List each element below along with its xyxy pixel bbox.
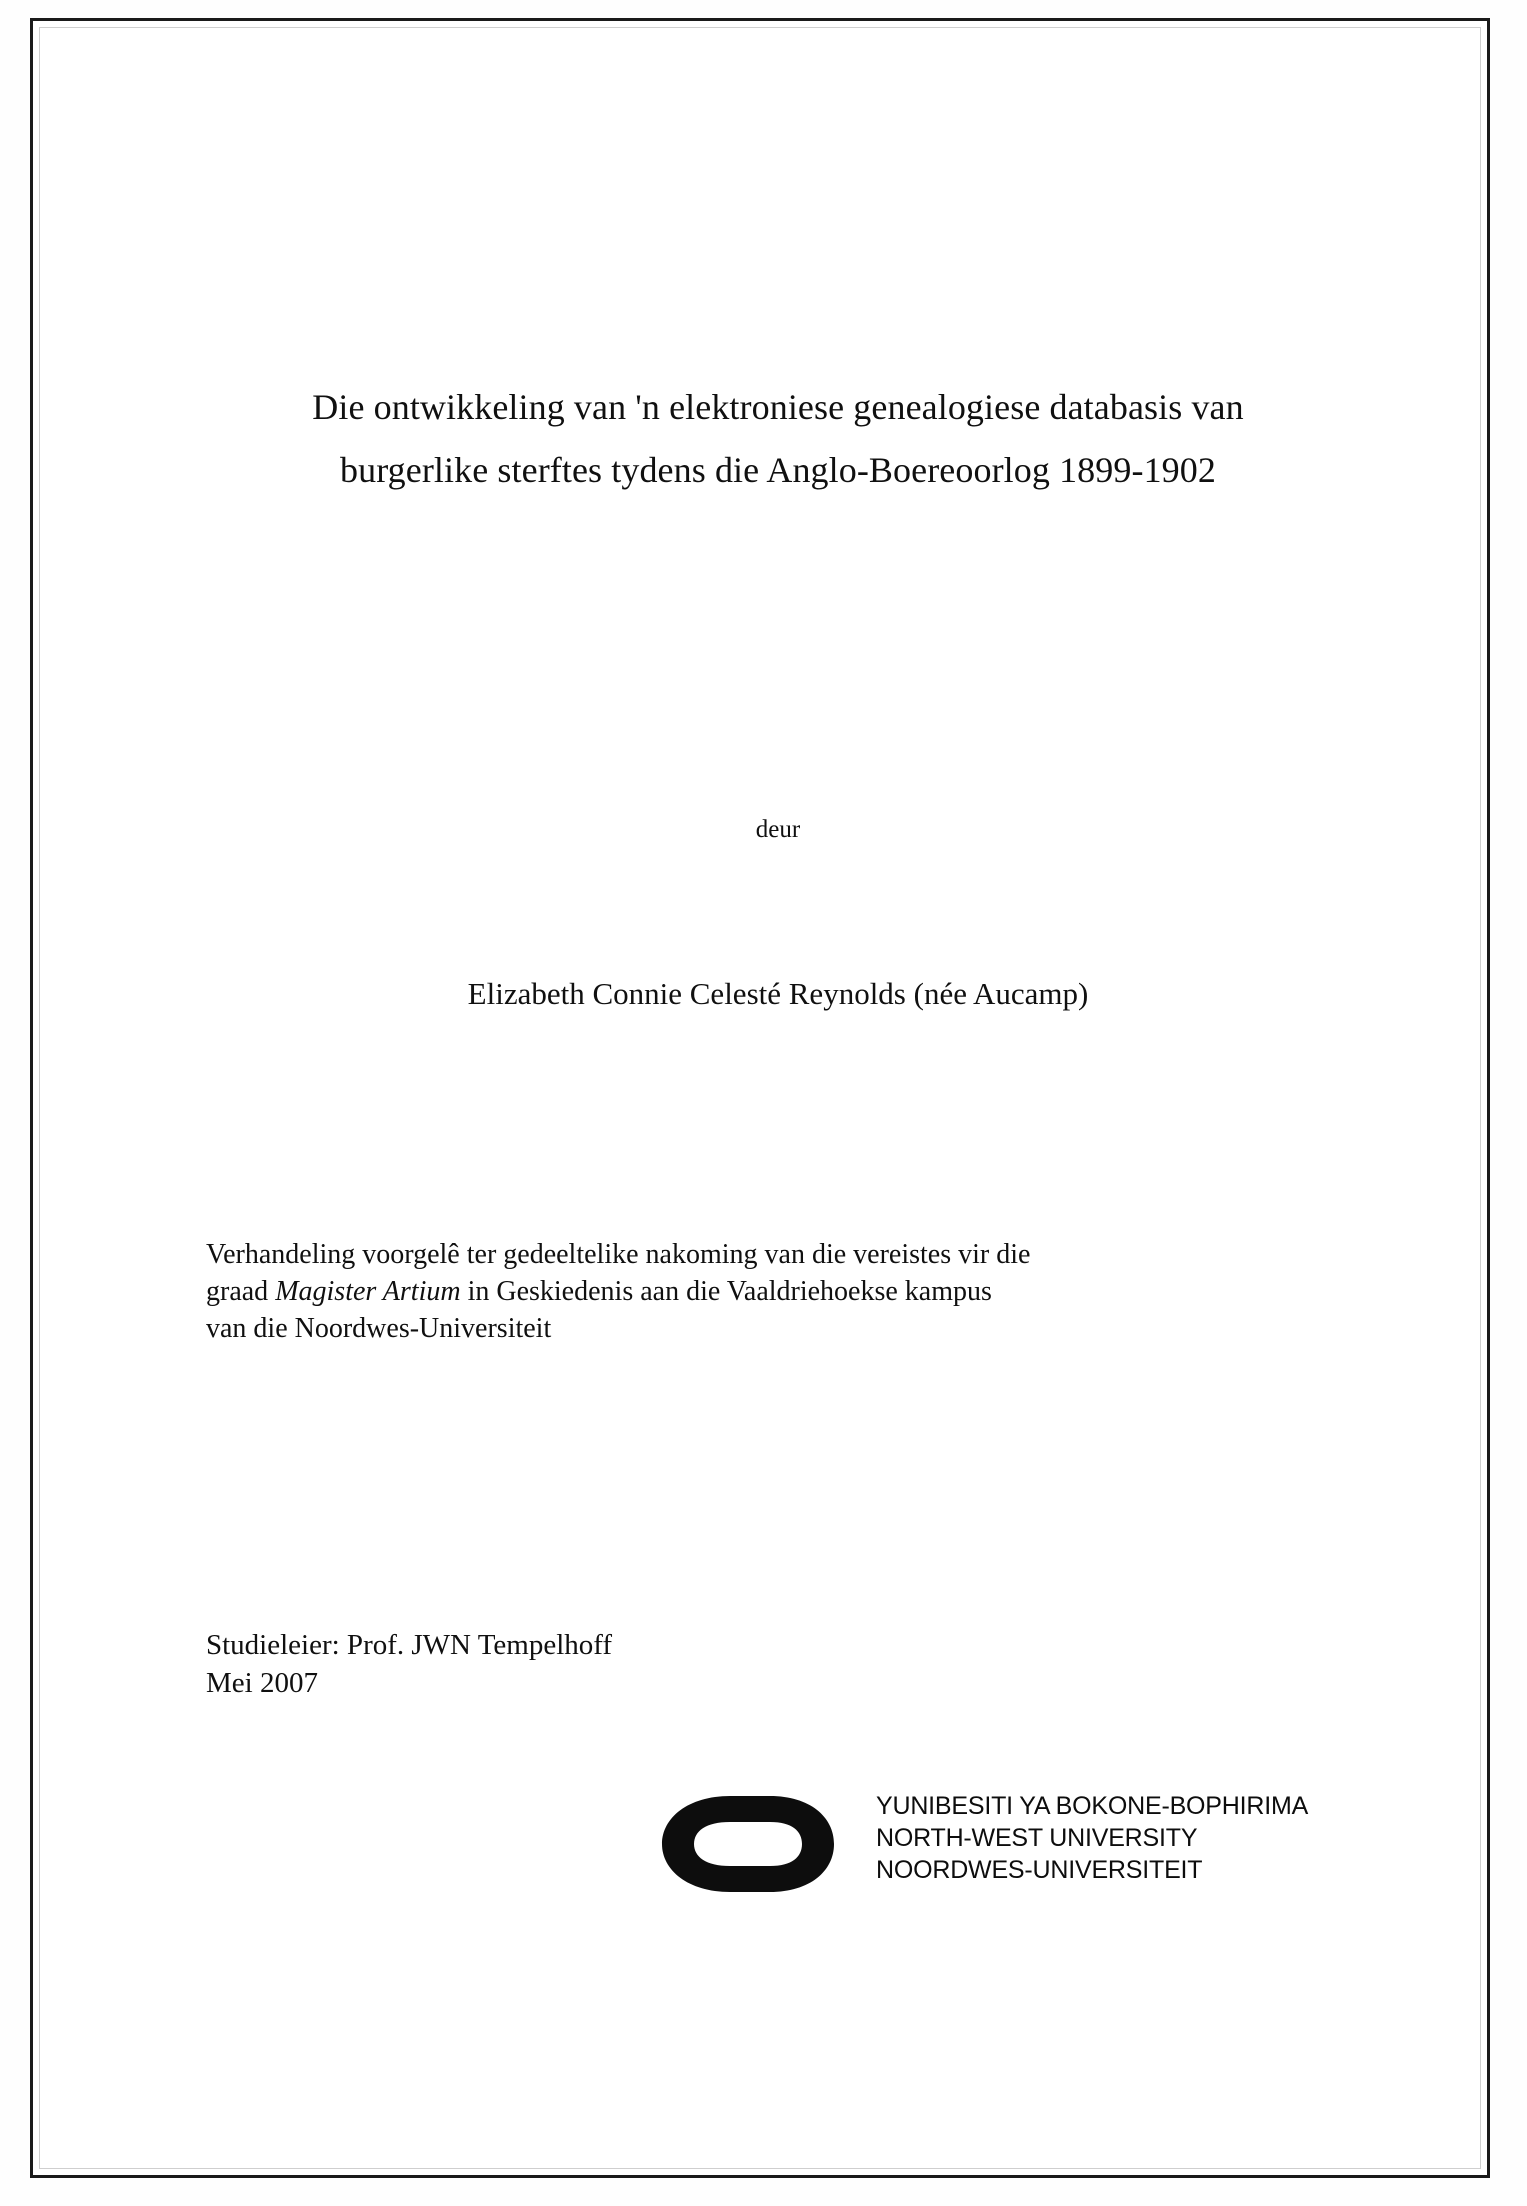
- page-border: [30, 18, 1490, 2178]
- by-label: deur: [755, 816, 801, 843]
- statement-line-2-prefix: graad: [206, 1276, 276, 1308]
- submission-date: Mei 2007: [206, 1667, 318, 1700]
- title-line-2: burgerlike sterftes tydens die Anglo-Boereoorlog 1899-1902: [340, 450, 1216, 490]
- nwu-monogram-icon: [658, 1792, 848, 1897]
- degree-statement: [206, 1236, 1354, 1348]
- statement-line-3: van die Noordwes-Universiteit: [206, 1313, 552, 1345]
- university-name-afrikaans: NOORDWES-UNIVERSITEIT: [876, 1856, 1203, 1884]
- title-page-content: [188, 21, 1368, 2181]
- degree-name: Magister Artium: [275, 1276, 461, 1308]
- university-name-setswana: YUNIBESITI YA BOKONE-BOPHIRIMA: [876, 1792, 1309, 1820]
- page-title: [188, 376, 1368, 502]
- statement-line-2: [206, 1273, 1354, 1310]
- statement-line-1: Verhandeling voorgelê ter gedeeltelike nakoming van die vereistes vir die: [206, 1239, 1031, 1270]
- university-logo: [498, 1786, 1309, 1906]
- university-name-text: [876, 1790, 1308, 1886]
- university-name-english: NORTH-WEST UNIVERSITY: [876, 1824, 1198, 1852]
- statement-line-2-suffix: in Geskiedenis aan die Vaaldriehoekse kampus: [460, 1276, 992, 1308]
- supervisor-block: [206, 1626, 1106, 1703]
- supervisor-name: Studieleier: Prof. JWN Tempelhoff: [206, 1629, 613, 1661]
- title-line-1: Die ontwikkeling van 'n elektroniese genealogiese databasis van: [312, 387, 1244, 427]
- author-name: Elizabeth Connie Celesté Reynolds (née Aucamp): [467, 976, 1089, 1011]
